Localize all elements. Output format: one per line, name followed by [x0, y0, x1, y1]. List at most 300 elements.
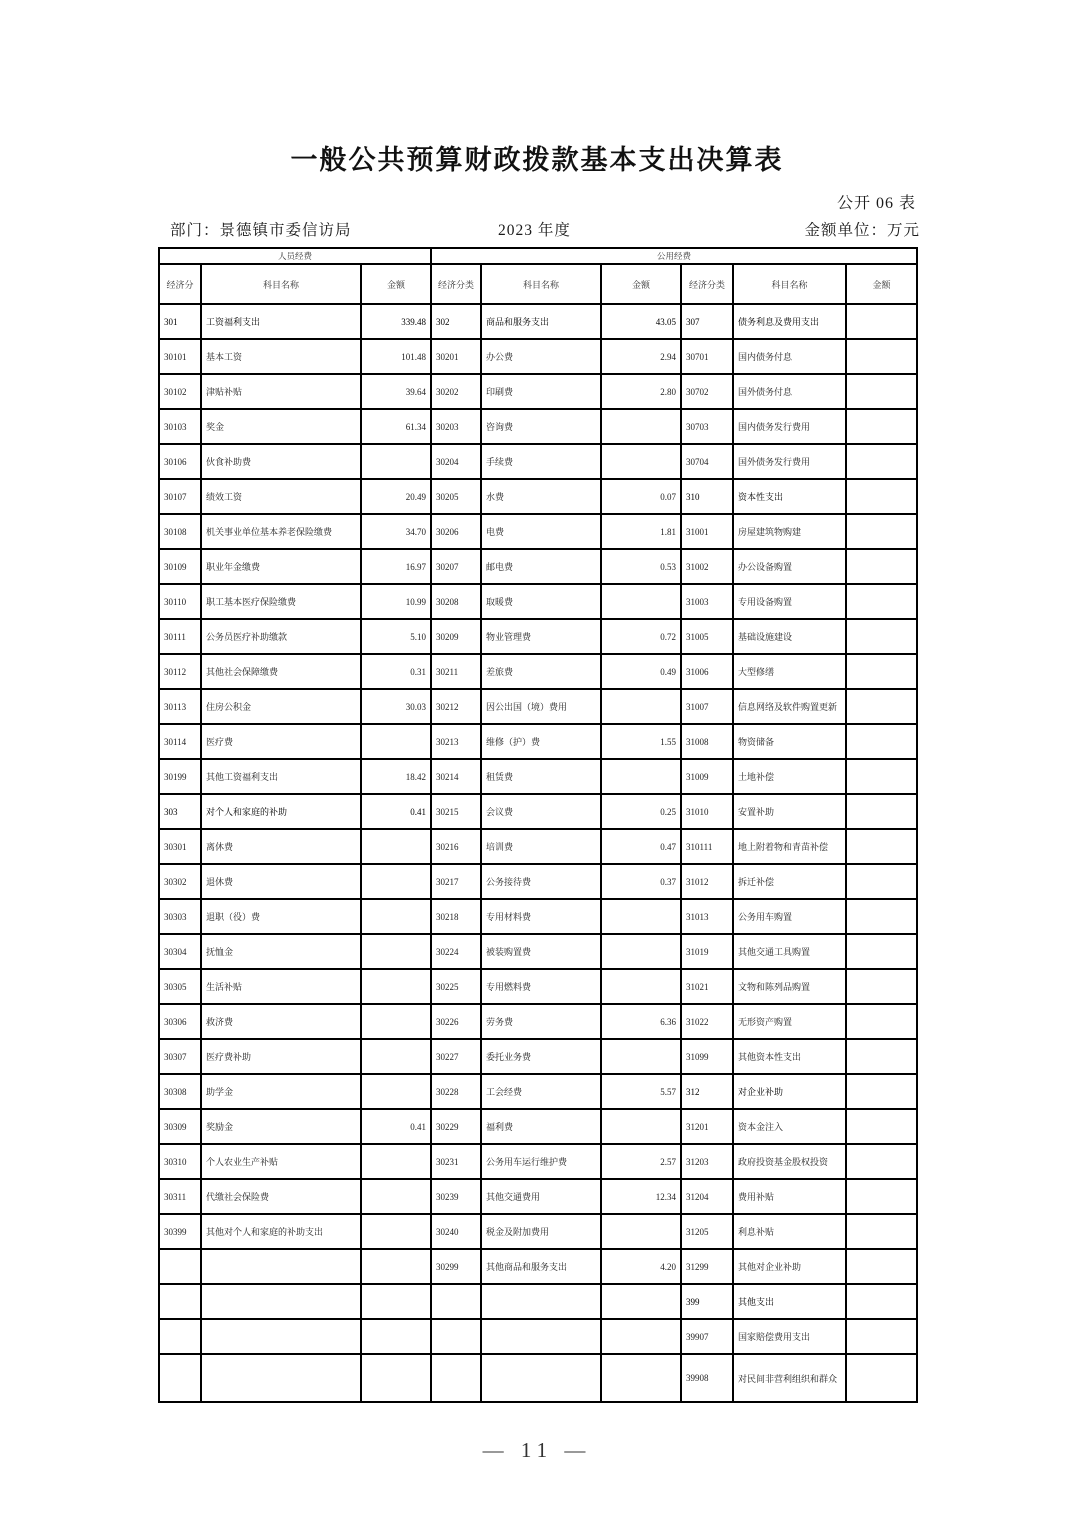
row-amount	[846, 829, 917, 864]
row-amount: 12.34	[601, 1179, 681, 1214]
row-subject-name: 因公出国（境）费用	[481, 689, 601, 724]
col-header-amount-2: 金额	[601, 264, 681, 304]
row-subject-name: 其他商品和服务支出	[481, 1249, 601, 1284]
row-code: 310	[681, 479, 733, 514]
row-code: 30211	[431, 654, 481, 689]
row-code: 30106	[159, 444, 201, 479]
row-code: 30310	[159, 1144, 201, 1179]
row-subject-name	[201, 1284, 361, 1319]
table-row	[159, 1319, 917, 1354]
row-code: 30215	[431, 794, 481, 829]
row-amount	[601, 409, 681, 444]
row-subject-name: 基本工资	[201, 339, 361, 374]
row-amount	[361, 1214, 431, 1249]
row-subject-name: 劳务费	[481, 1004, 601, 1039]
row-amount: 0.07	[601, 479, 681, 514]
row-subject-name: 咨询费	[481, 409, 601, 444]
row-code: 31201	[681, 1109, 733, 1144]
row-code: 30703	[681, 409, 733, 444]
row-amount: 16.97	[361, 549, 431, 584]
row-code: 30109	[159, 549, 201, 584]
row-code: 30112	[159, 654, 201, 689]
row-subject-name: 工会经费	[481, 1074, 601, 1109]
row-code: 30301	[159, 829, 201, 864]
table-row	[159, 304, 917, 339]
table-row	[159, 1249, 917, 1284]
row-subject-name: 公务接待费	[481, 864, 601, 899]
row-amount	[846, 794, 917, 829]
row-amount	[601, 584, 681, 619]
row-amount: 4.20	[601, 1249, 681, 1284]
row-code: 30101	[159, 339, 201, 374]
row-amount	[846, 1004, 917, 1039]
row-subject-name: 维修（护）费	[481, 724, 601, 759]
row-subject-name: 电费	[481, 514, 601, 549]
row-amount	[361, 1144, 431, 1179]
row-subject-name: 租赁费	[481, 759, 601, 794]
row-subject-name: 国外债务发行费用	[733, 444, 846, 479]
row-subject-name	[481, 1354, 601, 1402]
row-code: 30306	[159, 1004, 201, 1039]
table-row	[159, 514, 917, 549]
table-row	[159, 1144, 917, 1179]
row-amount	[846, 1284, 917, 1319]
row-subject-name: 其他交通费用	[481, 1179, 601, 1214]
row-code: 31006	[681, 654, 733, 689]
row-code: 30202	[431, 374, 481, 409]
row-code: 31204	[681, 1179, 733, 1214]
row-amount	[361, 444, 431, 479]
row-amount	[846, 1144, 917, 1179]
year-label: 2023 年度	[498, 222, 571, 239]
row-code: 30204	[431, 444, 481, 479]
row-subject-name: 地上附着物和青苗补偿	[733, 829, 846, 864]
row-code: 30111	[159, 619, 201, 654]
row-amount	[846, 1179, 917, 1214]
row-subject-name: 商品和服务支出	[481, 304, 601, 339]
row-code: 31009	[681, 759, 733, 794]
row-subject-name: 无形资产购置	[733, 1004, 846, 1039]
row-code: 30213	[431, 724, 481, 759]
row-code: 307	[681, 304, 733, 339]
column-header-row	[159, 264, 917, 304]
table-row	[159, 794, 917, 829]
row-amount	[601, 899, 681, 934]
row-code: 30217	[431, 864, 481, 899]
row-code: 30304	[159, 934, 201, 969]
row-amount	[846, 934, 917, 969]
row-code: 30226	[431, 1004, 481, 1039]
col-header-amount-3: 金额	[846, 264, 917, 304]
row-subject-name: 伙食补助费	[201, 444, 361, 479]
row-subject-name: 国外债务付息	[733, 374, 846, 409]
row-code: 31001	[681, 514, 733, 549]
row-subject-name: 抚恤金	[201, 934, 361, 969]
row-code: 39907	[681, 1319, 733, 1354]
row-subject-name: 文物和陈列品购置	[733, 969, 846, 1004]
row-code: 30209	[431, 619, 481, 654]
row-amount	[601, 759, 681, 794]
col-header-name-1: 科目名称	[201, 264, 361, 304]
row-subject-name: 基础设施建设	[733, 619, 846, 654]
row-amount	[361, 724, 431, 759]
row-code: 30207	[431, 549, 481, 584]
table-row	[159, 549, 917, 584]
row-code: 30114	[159, 724, 201, 759]
row-amount	[361, 829, 431, 864]
row-subject-name: 资本金注入	[733, 1109, 846, 1144]
row-subject-name	[201, 1249, 361, 1284]
row-amount	[846, 619, 917, 654]
row-subject-name: 工资福利支出	[201, 304, 361, 339]
table-row	[159, 374, 917, 409]
row-amount	[601, 1354, 681, 1402]
row-subject-name: 税金及附加费用	[481, 1214, 601, 1249]
row-amount	[846, 444, 917, 479]
table-row	[159, 409, 917, 444]
budget-table	[158, 247, 918, 1403]
row-amount	[361, 1039, 431, 1074]
row-subject-name: 办公设备购置	[733, 549, 846, 584]
table-row	[159, 1214, 917, 1249]
row-subject-name: 奖励金	[201, 1109, 361, 1144]
row-subject-name	[481, 1284, 601, 1319]
row-code: 30107	[159, 479, 201, 514]
row-code: 30225	[431, 969, 481, 1004]
row-subject-name: 公务员医疗补助缴款	[201, 619, 361, 654]
row-subject-name: 邮电费	[481, 549, 601, 584]
row-code: 399	[681, 1284, 733, 1319]
table-row	[159, 899, 917, 934]
row-subject-name: 国内债务付息	[733, 339, 846, 374]
table-row	[159, 934, 917, 969]
row-subject-name: 津贴补贴	[201, 374, 361, 409]
row-subject-name: 取暖费	[481, 584, 601, 619]
row-amount	[601, 1319, 681, 1354]
row-amount	[601, 444, 681, 479]
row-subject-name: 专用材料费	[481, 899, 601, 934]
row-subject-name: 退职（役）费	[201, 899, 361, 934]
row-code: 30206	[431, 514, 481, 549]
row-code: 30229	[431, 1109, 481, 1144]
row-subject-name: 其他支出	[733, 1284, 846, 1319]
row-amount	[846, 759, 917, 794]
row-amount	[846, 1039, 917, 1074]
col-header-code-1: 经济分	[159, 264, 201, 304]
row-amount	[846, 969, 917, 1004]
table-row	[159, 1179, 917, 1214]
row-code: 30299	[431, 1249, 481, 1284]
row-subject-name: 退休费	[201, 864, 361, 899]
table-row	[159, 619, 917, 654]
row-amount: 30.03	[361, 689, 431, 724]
row-code: 30103	[159, 409, 201, 444]
row-code: 30228	[431, 1074, 481, 1109]
row-subject-name: 债务利息及费用支出	[733, 304, 846, 339]
row-amount	[846, 304, 917, 339]
row-code: 30199	[159, 759, 201, 794]
row-subject-name: 其他对企业补助	[733, 1249, 846, 1284]
row-subject-name: 国内债务发行费用	[733, 409, 846, 444]
row-amount	[846, 899, 917, 934]
row-code: 301	[159, 304, 201, 339]
row-amount	[846, 1354, 917, 1402]
row-code: 30307	[159, 1039, 201, 1074]
department-label: 部门：景德镇市委信访局	[170, 222, 352, 239]
row-amount: 2.57	[601, 1144, 681, 1179]
row-subject-name: 物资储备	[733, 724, 846, 759]
row-code: 30224	[431, 934, 481, 969]
row-code: 31010	[681, 794, 733, 829]
row-code: 31007	[681, 689, 733, 724]
row-amount: 0.41	[361, 794, 431, 829]
row-code: 31019	[681, 934, 733, 969]
row-subject-name: 会议费	[481, 794, 601, 829]
table-row	[159, 1354, 917, 1402]
row-subject-name: 公务用车运行维护费	[481, 1144, 601, 1179]
row-amount: 18.42	[361, 759, 431, 794]
row-code: 31099	[681, 1039, 733, 1074]
row-amount	[361, 969, 431, 1004]
row-code: 30108	[159, 514, 201, 549]
row-subject-name: 土地补偿	[733, 759, 846, 794]
row-amount	[601, 969, 681, 1004]
row-code: 31021	[681, 969, 733, 1004]
table-row	[159, 759, 917, 794]
group-header-row	[159, 248, 917, 264]
row-code: 30201	[431, 339, 481, 374]
table-row	[159, 479, 917, 514]
row-subject-name: 办公费	[481, 339, 601, 374]
row-amount	[846, 724, 917, 759]
row-subject-name: 委托业务费	[481, 1039, 601, 1074]
row-subject-name: 费用补贴	[733, 1179, 846, 1214]
row-code	[159, 1249, 201, 1284]
col-header-code-3: 经济分类	[681, 264, 733, 304]
row-subject-name: 代缴社会保险费	[201, 1179, 361, 1214]
row-amount: 0.72	[601, 619, 681, 654]
row-subject-name: 安置补助	[733, 794, 846, 829]
unit-label: 金额单位：万元	[804, 222, 920, 239]
table-row	[159, 864, 917, 899]
row-amount	[846, 479, 917, 514]
table-row	[159, 689, 917, 724]
row-amount	[361, 934, 431, 969]
row-amount: 20.49	[361, 479, 431, 514]
row-code	[431, 1319, 481, 1354]
row-subject-name: 手续费	[481, 444, 601, 479]
row-code: 30227	[431, 1039, 481, 1074]
row-code: 30302	[159, 864, 201, 899]
row-amount	[361, 1284, 431, 1319]
table-body	[159, 304, 917, 1402]
row-amount: 6.36	[601, 1004, 681, 1039]
row-amount: 0.53	[601, 549, 681, 584]
row-amount: 5.10	[361, 619, 431, 654]
row-subject-name: 医疗费补助	[201, 1039, 361, 1074]
meta-line	[158, 218, 920, 240]
row-subject-name: 差旅费	[481, 654, 601, 689]
row-subject-name: 离休费	[201, 829, 361, 864]
row-code: 30113	[159, 689, 201, 724]
row-subject-name: 信息网络及软件购置更新	[733, 689, 846, 724]
group-header-personnel: 人员经费	[159, 248, 431, 264]
row-subject-name: 对企业补助	[733, 1074, 846, 1109]
table-row	[159, 444, 917, 479]
row-code: 31205	[681, 1214, 733, 1249]
row-subject-name: 物业管理费	[481, 619, 601, 654]
row-amount: 2.80	[601, 374, 681, 409]
row-amount	[846, 689, 917, 724]
row-subject-name: 拆迁补偿	[733, 864, 846, 899]
row-amount: 1.81	[601, 514, 681, 549]
row-amount: 0.41	[361, 1109, 431, 1144]
row-code: 30702	[681, 374, 733, 409]
row-subject-name: 大型修缮	[733, 654, 846, 689]
row-amount: 0.31	[361, 654, 431, 689]
row-code: 30701	[681, 339, 733, 374]
row-code: 30305	[159, 969, 201, 1004]
row-code: 30303	[159, 899, 201, 934]
row-subject-name: 职业年金缴费	[201, 549, 361, 584]
row-amount: 339.48	[361, 304, 431, 339]
row-subject-name: 医疗费	[201, 724, 361, 759]
row-amount: 39.64	[361, 374, 431, 409]
row-subject-name: 其他资本性支出	[733, 1039, 846, 1074]
row-amount: 5.57	[601, 1074, 681, 1109]
row-amount	[846, 1214, 917, 1249]
row-subject-name: 培训费	[481, 829, 601, 864]
row-subject-name: 职工基本医疗保险缴费	[201, 584, 361, 619]
row-code: 312	[681, 1074, 733, 1109]
row-amount	[361, 1004, 431, 1039]
col-header-name-3: 科目名称	[733, 264, 846, 304]
row-subject-name: 政府投资基金股权投资	[733, 1144, 846, 1179]
table-row	[159, 1039, 917, 1074]
table-row	[159, 1074, 917, 1109]
row-subject-name: 机关事业单位基本养老保险缴费	[201, 514, 361, 549]
row-amount	[361, 899, 431, 934]
row-code: 31002	[681, 549, 733, 584]
row-amount: 101.48	[361, 339, 431, 374]
row-subject-name: 利息补贴	[733, 1214, 846, 1249]
row-code: 30239	[431, 1179, 481, 1214]
row-code: 30212	[431, 689, 481, 724]
row-amount	[846, 339, 917, 374]
row-code: 31203	[681, 1144, 733, 1179]
row-subject-name: 绩效工资	[201, 479, 361, 514]
row-amount	[361, 1354, 431, 1402]
row-subject-name: 住房公积金	[201, 689, 361, 724]
row-subject-name: 个人农业生产补贴	[201, 1144, 361, 1179]
row-amount: 0.25	[601, 794, 681, 829]
row-amount: 10.99	[361, 584, 431, 619]
row-subject-name	[481, 1319, 601, 1354]
row-amount	[361, 1074, 431, 1109]
table-row	[159, 1109, 917, 1144]
row-amount	[846, 514, 917, 549]
row-code: 310111	[681, 829, 733, 864]
row-subject-name: 其他社会保障缴费	[201, 654, 361, 689]
row-amount: 34.70	[361, 514, 431, 549]
row-amount	[846, 1249, 917, 1284]
row-amount	[601, 689, 681, 724]
row-code: 31005	[681, 619, 733, 654]
row-amount	[601, 1109, 681, 1144]
row-code: 31299	[681, 1249, 733, 1284]
row-code: 31013	[681, 899, 733, 934]
table-row	[159, 724, 917, 759]
row-subject-name: 福利费	[481, 1109, 601, 1144]
group-header-public: 公用经费	[431, 248, 917, 264]
row-amount	[601, 934, 681, 969]
row-code: 30216	[431, 829, 481, 864]
row-code: 30704	[681, 444, 733, 479]
row-subject-name: 生活补贴	[201, 969, 361, 1004]
row-amount	[601, 1214, 681, 1249]
col-header-code-2: 经济分类	[431, 264, 481, 304]
row-code: 31022	[681, 1004, 733, 1039]
row-code: 30208	[431, 584, 481, 619]
row-amount: 0.37	[601, 864, 681, 899]
row-amount	[846, 864, 917, 899]
row-amount	[846, 409, 917, 444]
row-subject-name: 对个人和家庭的补助	[201, 794, 361, 829]
table-row	[159, 584, 917, 619]
row-code	[431, 1354, 481, 1402]
row-subject-name: 公务用车购置	[733, 899, 846, 934]
table-row	[159, 654, 917, 689]
row-amount: 2.94	[601, 339, 681, 374]
row-amount: 43.05	[601, 304, 681, 339]
row-code: 30240	[431, 1214, 481, 1249]
row-subject-name	[201, 1319, 361, 1354]
row-subject-name: 其他对个人和家庭的补助支出	[201, 1214, 361, 1249]
row-amount	[846, 1074, 917, 1109]
page-title: 一般公共预算财政拨款基本支出决算表	[290, 145, 784, 175]
row-subject-name: 被装购置费	[481, 934, 601, 969]
row-code: 30311	[159, 1179, 201, 1214]
row-subject-name: 奖金	[201, 409, 361, 444]
row-code: 30231	[431, 1144, 481, 1179]
row-amount: 0.49	[601, 654, 681, 689]
row-amount	[361, 1179, 431, 1214]
row-code: 30203	[431, 409, 481, 444]
row-code: 303	[159, 794, 201, 829]
row-code: 30309	[159, 1109, 201, 1144]
page-number: — 11 —	[482, 1438, 592, 1462]
row-subject-name	[201, 1354, 361, 1402]
table-row	[159, 1004, 917, 1039]
row-code: 31012	[681, 864, 733, 899]
row-amount: 61.34	[361, 409, 431, 444]
table-row	[159, 969, 917, 1004]
row-amount	[846, 654, 917, 689]
row-code: 30110	[159, 584, 201, 619]
row-amount	[846, 584, 917, 619]
row-subject-name: 印刷费	[481, 374, 601, 409]
table-row	[159, 829, 917, 864]
row-subject-name: 专用燃料费	[481, 969, 601, 1004]
col-header-amount-1: 金额	[361, 264, 431, 304]
row-subject-name: 资本性支出	[733, 479, 846, 514]
row-subject-name: 对民间非营利组织和群众	[733, 1354, 846, 1402]
row-code: 30205	[431, 479, 481, 514]
row-code: 30102	[159, 374, 201, 409]
row-code: 31008	[681, 724, 733, 759]
row-subject-name: 其他交通工具购置	[733, 934, 846, 969]
row-code: 30214	[431, 759, 481, 794]
